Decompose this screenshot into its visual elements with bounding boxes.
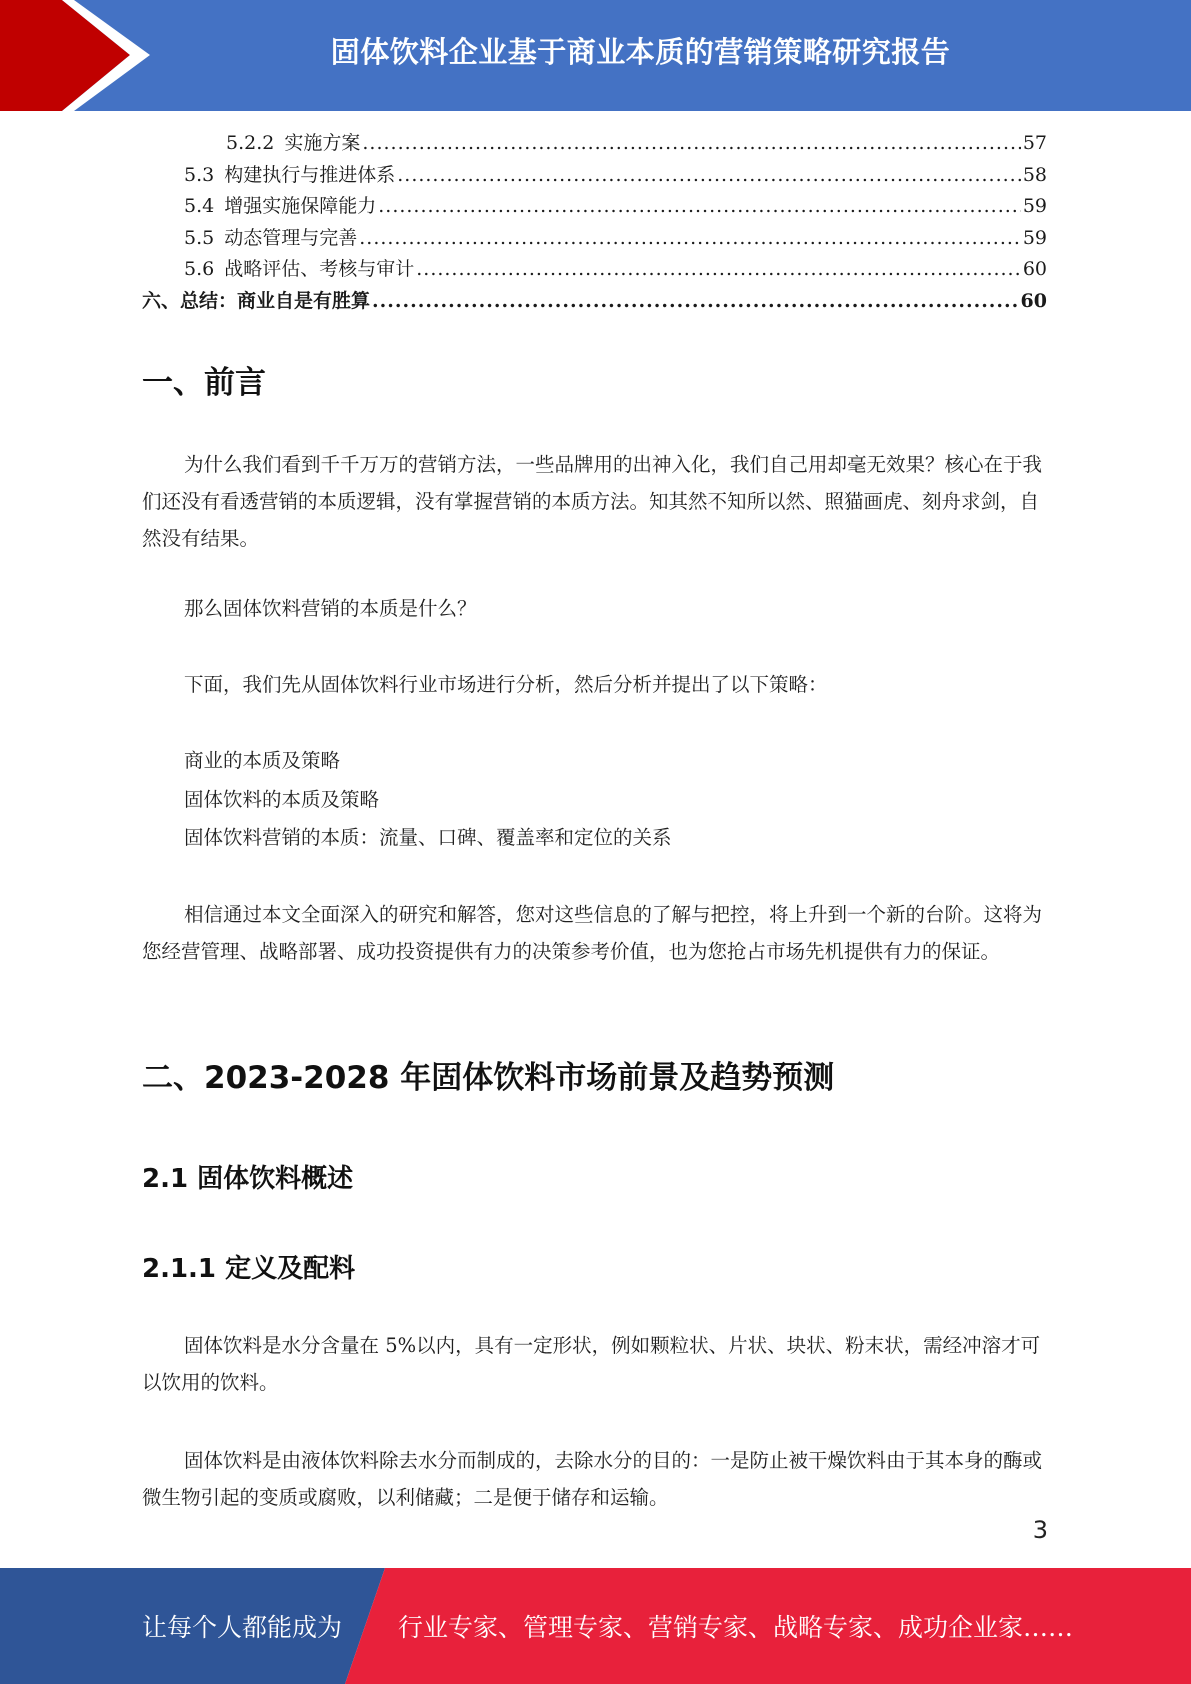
- toc-entry[interactable]: [142, 160, 1047, 192]
- toc-page: 60: [1022, 258, 1047, 280]
- toc-leader: [378, 191, 1021, 223]
- toc-entry[interactable]: [142, 223, 1047, 255]
- preface-list-item: 固体饮料营销的本质：流量、口碑、覆盖率和定位的关系: [184, 826, 672, 849]
- toc-number: 5.2.2: [226, 132, 275, 154]
- preface-paragraph-1: 为什么我们看到千千万万的营销方法，一些品牌用的出神入化，我们自己用却毫无效果？核心在于我们还没有看透营销的本质逻辑，没有掌握营销的本质方法。知其然不知所以然、照猫画虎、刻舟求剑，自然没有结果。: [142, 453, 1043, 550]
- page-number: 3: [1032, 1516, 1048, 1544]
- preface-list-item: 固体饮料的本质及策略: [184, 788, 380, 811]
- toc-title: 构建执行与推进体系: [224, 163, 396, 186]
- definition-paragraph-2: 固体饮料是由液体饮料除去水分而制成的，去除水分的目的：一是防止被干燥饮料由于其本身的酶或微生物引起的变质或腐败，以利储藏；二是便于储存和运输。: [142, 1449, 1043, 1509]
- toc-title: 战略评估、考核与审计: [224, 258, 415, 280]
- toc-leader: [372, 286, 1019, 318]
- heading-definition: 2.1.1 定义及配料: [142, 1254, 356, 1284]
- toc-number: 5.4: [184, 195, 215, 217]
- preface-list-item: 商业的本质及策略: [184, 749, 341, 772]
- toc-page: 59: [1022, 226, 1047, 249]
- toc-page: 60: [1020, 289, 1047, 312]
- header-banner: [0, 0, 1191, 111]
- toc-page: 59: [1022, 195, 1047, 217]
- toc-leader: [362, 128, 1020, 160]
- toc-leader: [416, 254, 1021, 286]
- toc-title: 实施方案: [284, 132, 361, 154]
- heading-market-outlook: 二、2023-2028 年固体饮料市场前景及趋势预测: [142, 1060, 835, 1096]
- toc-title: 动态管理与完善: [224, 226, 358, 249]
- toc-page: 58: [1022, 163, 1047, 186]
- table-of-contents: [142, 128, 1047, 317]
- toc-entry[interactable]: [142, 254, 1047, 286]
- toc-leader: [359, 223, 1021, 255]
- toc-number: 5.3: [184, 163, 215, 186]
- footer-slogan-left: 让每个人都能成为: [142, 1613, 343, 1642]
- toc-number: 5.6: [184, 258, 215, 280]
- toc-title: 六、总结：商业自是有胜算: [142, 289, 371, 312]
- toc-entry[interactable]: [142, 191, 1047, 223]
- footer-banner: [0, 1568, 1191, 1684]
- toc-page: 57: [1022, 132, 1047, 154]
- definition-paragraph-1: 固体饮料是水分含量在 5%以内，具有一定形状，例如颗粒状、片状、块状、粉末状，需经冲溶才可以饮用的饮料。: [142, 1334, 1041, 1394]
- toc-leader: [397, 160, 1021, 192]
- heading-overview: 2.1 固体饮料概述: [142, 1164, 354, 1194]
- preface-paragraph-3: 下面，我们先从固体饮料行业市场进行分析，然后分析并提出了以下策略：: [184, 673, 828, 696]
- heading-preface: 一、前言: [142, 365, 266, 401]
- chevron-arrow-icon: [0, 0, 160, 111]
- toc-entry[interactable]: [142, 286, 1047, 318]
- footer-slogan-right: 行业专家、管理专家、营销专家、战略专家、成功企业家……: [398, 1613, 1074, 1642]
- toc-number: 5.5: [184, 226, 215, 249]
- toc-entry[interactable]: [142, 128, 1047, 160]
- preface-paragraph-4: 相信通过本文全面深入的研究和解答，您对这些信息的了解与把控，将上升到一个新的台阶。这将为您经营管理、战略部署、成功投资提供有力的决策参考价值，也为您抢占市场先机提供有力的保证。: [142, 903, 1043, 963]
- preface-paragraph-2: 那么固体饮料营销的本质是什么？: [184, 597, 477, 620]
- report-title: 固体饮料企业基于商业本质的营销策略研究报告: [330, 34, 951, 69]
- toc-title: 增强实施保障能力: [224, 195, 377, 217]
